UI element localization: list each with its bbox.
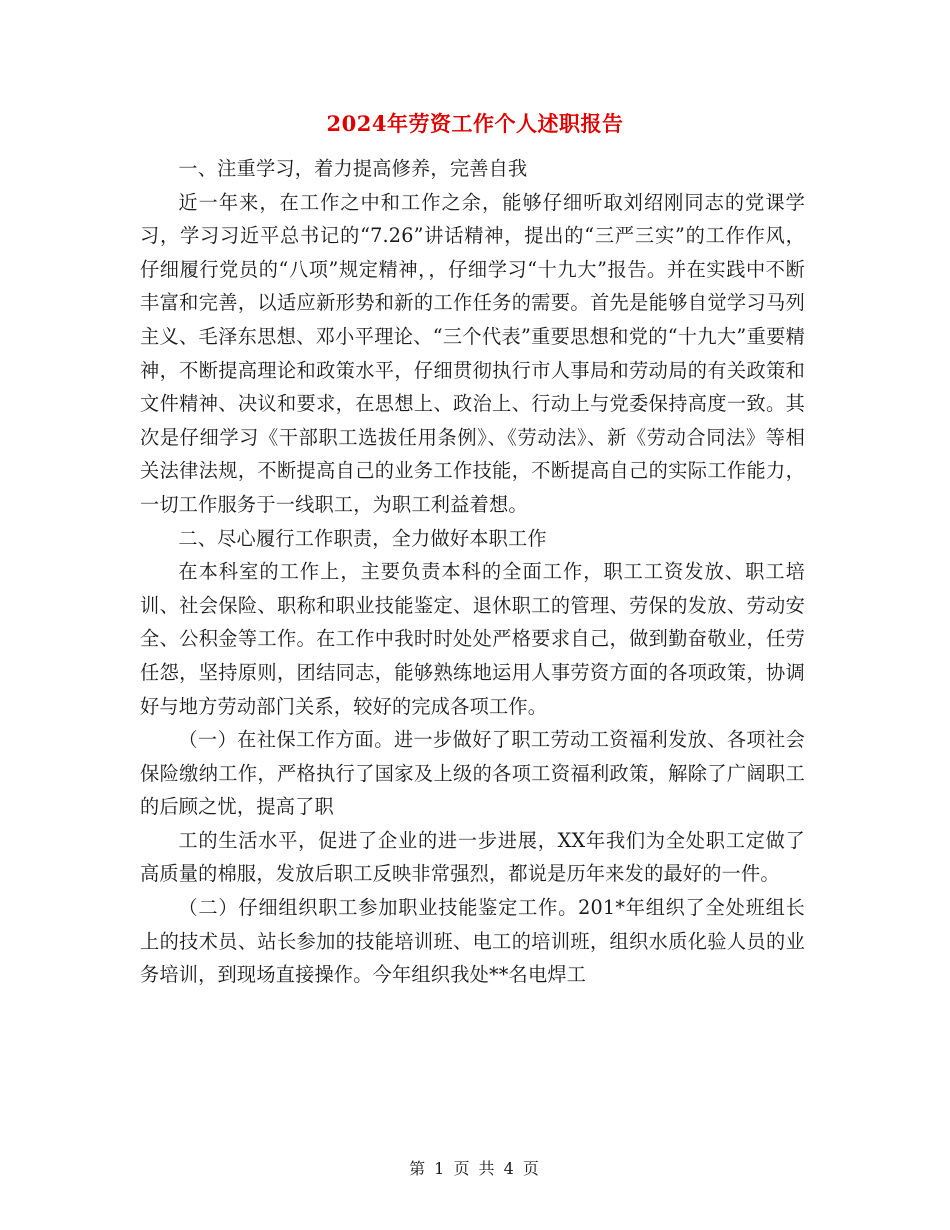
body-paragraph: 在本科室的工作上，主要负责本科的全面工作，职工工资发放、职工培训、社会保险、职称和职业技能鉴定、退休职工的管理、劳保的发放、劳动安全、公积金等工作。在工作中我时时处处严格要求自己，做到勤奋敬业，任劳任怨，坚持原则，团结同志，能够熟练地运用人事劳资方面的各项政策，协调好与地方劳动部门关系，较好的完成各项工作。 [140,560,805,718]
body-paragraph: （二）仔细组织职工参加职业技能鉴定工作。201*年组织了全处班组长上的技术员、站长参加的技能培训班、电工的培训班，组织水质化验人员的业务培训，到现场直接操作。今年组织我处**名电焊工 [140,896,805,987]
body-paragraph: （一）在社保工作方面。进一步做好了职工劳动工资福利发放、各项社会保险缴纳工作，严格执行了国家及上级的各项工资福利政策，解除了广阔职工的后顾之忧，提高了职 [140,728,805,819]
body-paragraph: 近一年来，在工作之中和工作之余，能够仔细听取刘绍刚同志的党课学习，学习习近平总书记的“7.26”讲话精神，提出的“三严三实”的工作作风，仔细履行党员的“八项”规定精神，，仔细学习“十九大”报告。并在实践中不断丰富和完善，以适应新形势和新的工作任务的需要。首先是能够自觉学习马列主义、毛泽东思想、邓小平理论、“三个代表”重要思想和党的“十九大”重要精神，不断提高理论和政策水平，仔细贯彻执行市人事局和劳动局的有关政策和文件精神、决议和要求，在思想上、政治上、行动上与党委保持高度一致。其次是仔细学习《干部职工选拔任用条例》、《劳动法》、新《劳动合同法》等相关法律法规，不断提高自己的业务工作技能，不断提高自己的实际工作能力，一切工作服务于一线职工，为职工利益着想。 [140,190,805,516]
section-heading: 二、尽心履行工作职责，全力做好本职工作 [178,526,547,550]
document-body [140,152,805,992]
document-title: 2024年劳资工作个人述职报告 [326,111,624,136]
body-paragraph: 工的生活水平，促进了企业的进一步进展，XX年我们为全处职工定做了高质量的棉服，发放后职工反映非常强烈，都说是历年来发的最好的一件。 [140,828,805,886]
page-footer: 第 1 页 共 4 页 [409,1159,541,1178]
section-heading: 一、注重学习，着力提高修养，完善自我 [178,157,528,180]
